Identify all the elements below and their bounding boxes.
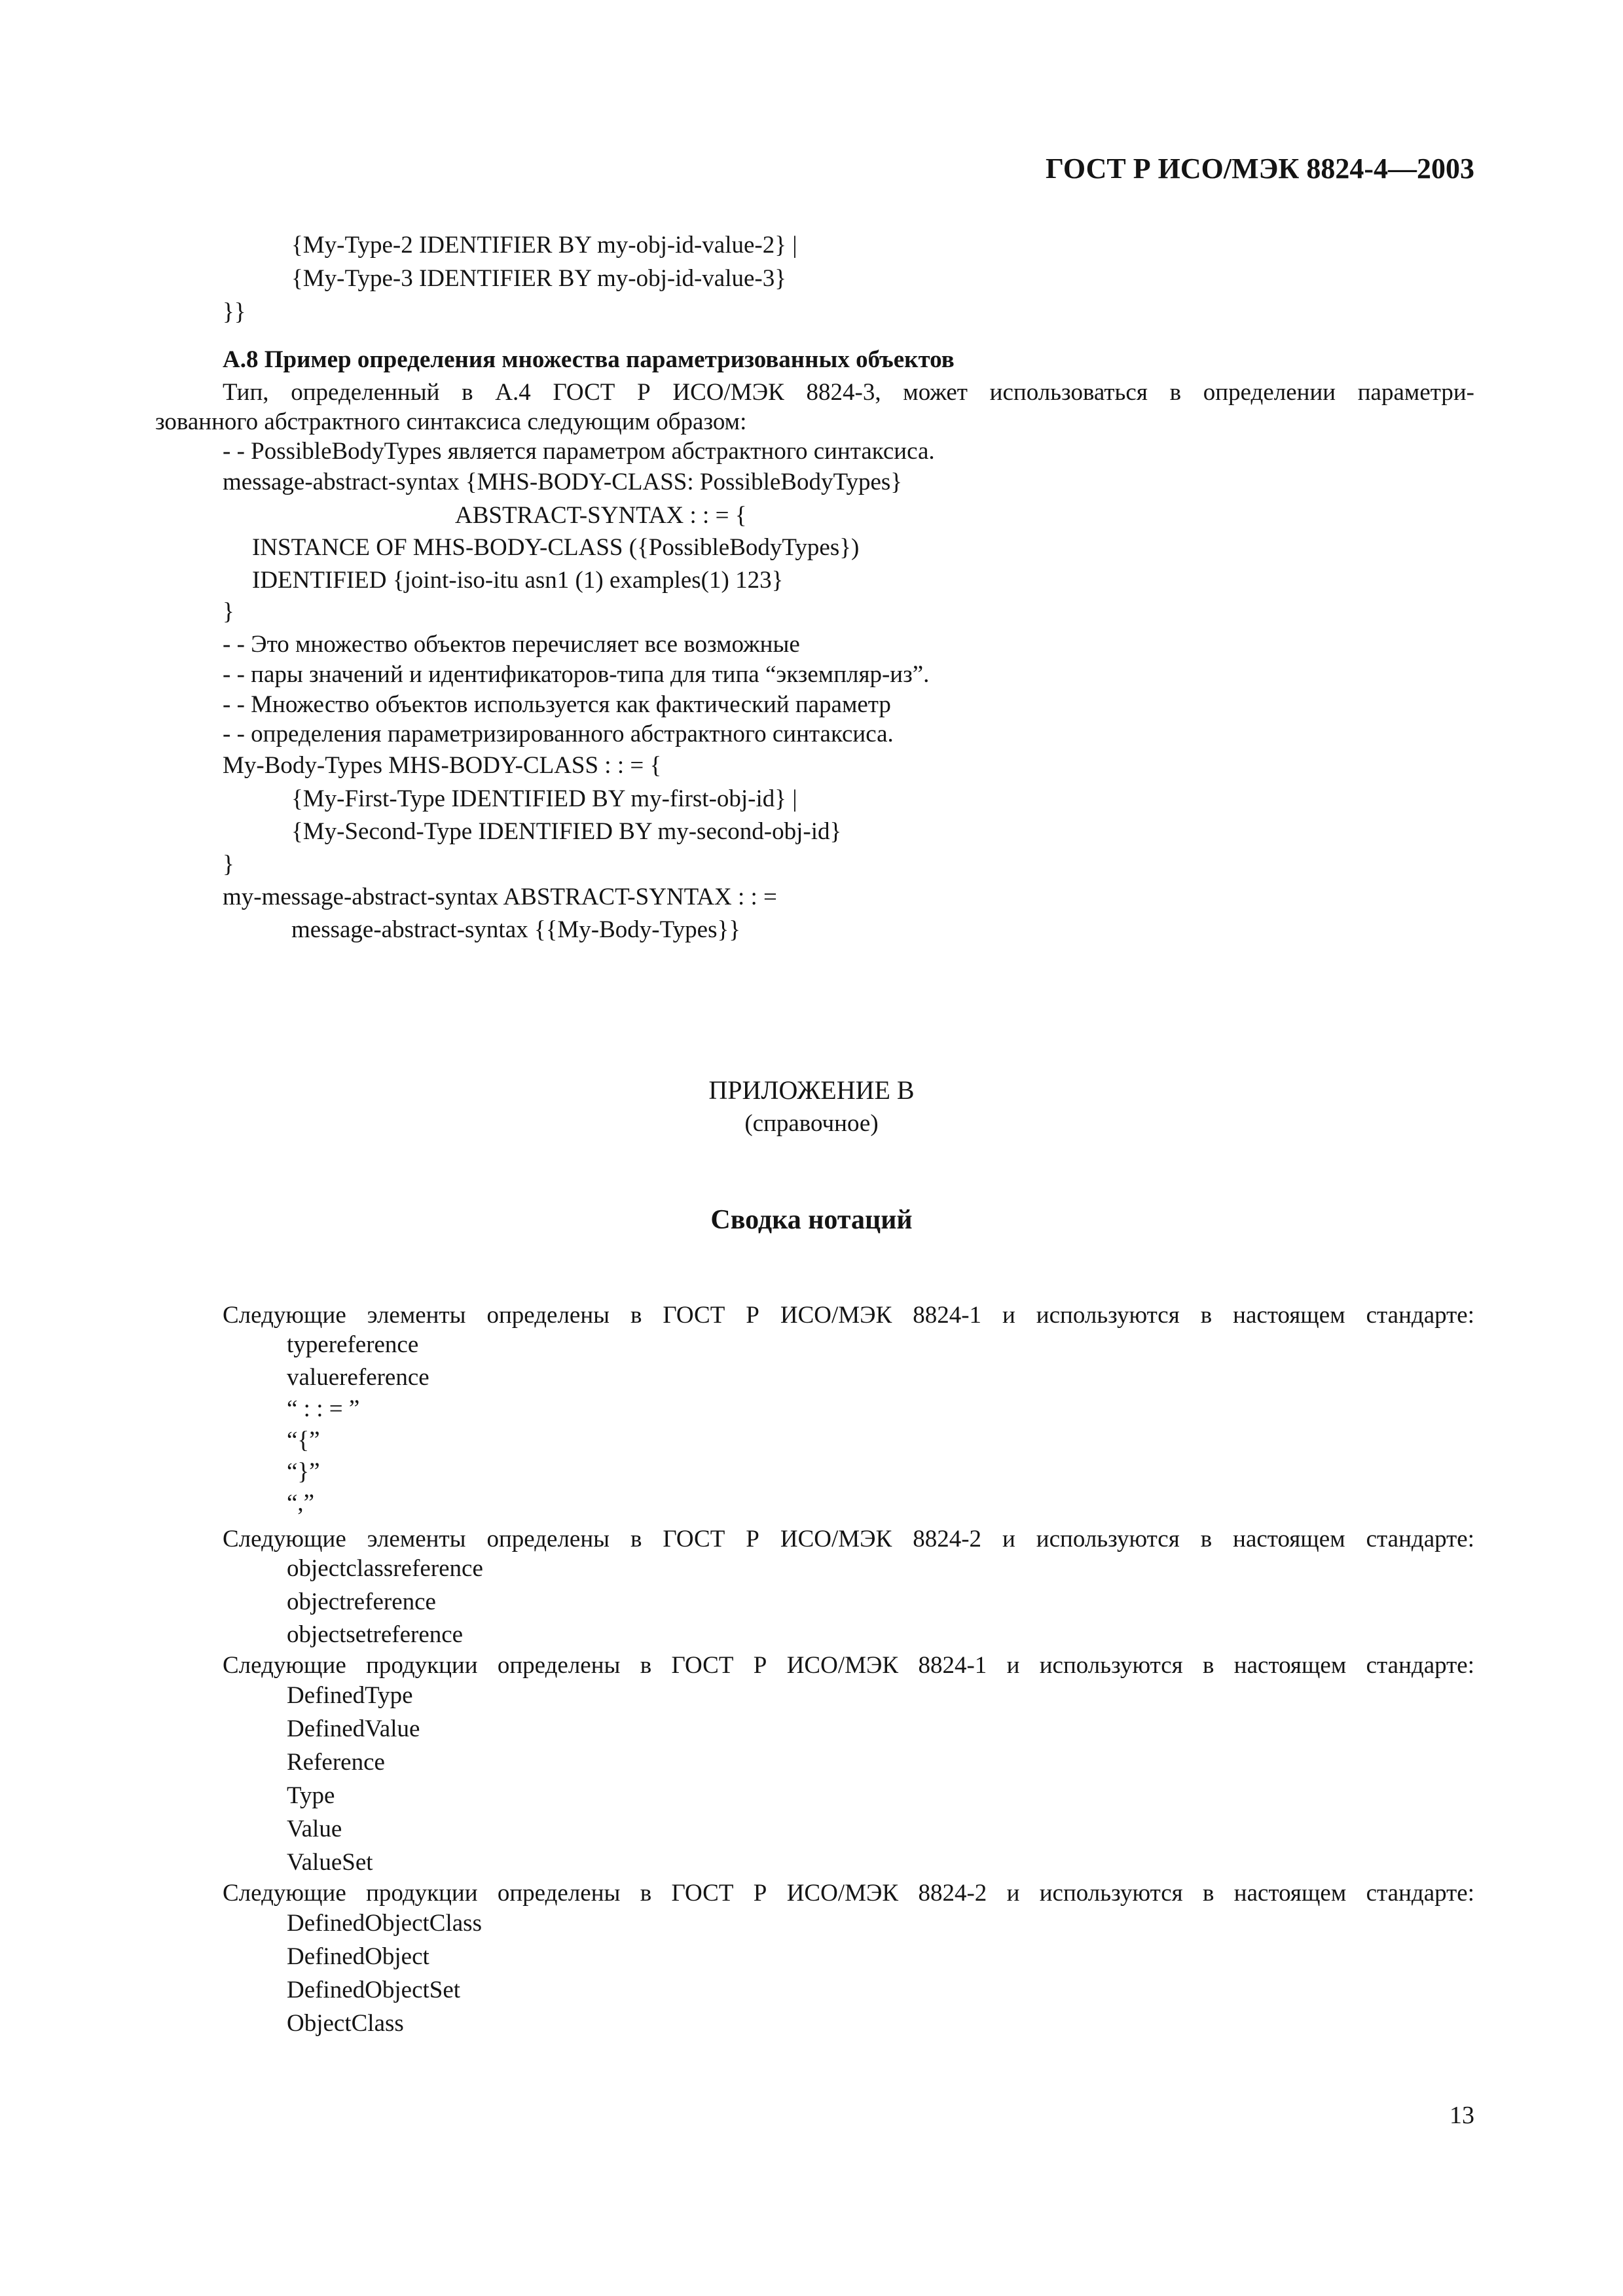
list-item: DefinedObject: [287, 1943, 429, 1970]
list-item: ObjectClass: [287, 2010, 404, 2037]
code-line: ABSTRACT-SYNTAX : : = {: [455, 502, 747, 529]
list-item: “}”: [287, 1458, 320, 1485]
running-header: ГОСТ Р ИСО/МЭК 8824-4—2003: [1045, 152, 1474, 185]
code-line: my-message-abstract-syntax ABSTRACT-SYNTAX : : =: [223, 884, 777, 910]
list-item: DefinedObjectSet: [287, 1977, 461, 2003]
list-item: objectreference: [287, 1588, 436, 1615]
code-line: message-abstract-syntax {MHS-BODY-CLASS: PossibleBodyTypes}: [223, 469, 903, 495]
list-item: valuereference: [287, 1364, 429, 1391]
section-heading: А.8 Пример определения множества параметризованных объектов: [223, 346, 955, 373]
list-item: “{”: [287, 1427, 320, 1454]
code-comment: - - Множество объектов используется как фактический параметр: [223, 691, 891, 718]
summary-title: Сводка нотаций: [710, 1205, 913, 1235]
code-line: My-Body-Types MHS-BODY-CLASS : : = {: [223, 752, 662, 779]
code-line: }: [223, 598, 234, 625]
list-item: objectsetreference: [287, 1621, 464, 1648]
list-item: Type: [287, 1782, 335, 1809]
paragraph-line: зованного абстрактного синтаксиса следующим образом:: [155, 408, 747, 435]
list-item: “ : : = ”: [287, 1395, 360, 1422]
code-line: INSTANCE OF MHS-BODY-CLASS ({PossibleBodyTypes}): [252, 534, 860, 561]
list-item: typereference: [287, 1331, 419, 1358]
list-item: DefinedType: [287, 1682, 413, 1709]
summary-intro: Следующие элементы определены в ГОСТ Р ИСО/МЭК 8824-2 и используются в настоящем стандарте:: [223, 1526, 1474, 1552]
code-line: {My-Type-2 IDENTIFIER BY my-obj-id-value-2} |: [291, 232, 797, 259]
code-line: IDENTIFIED {joint-iso-itu asn1 (1) examples(1) 123}: [252, 567, 784, 594]
list-item: Reference: [287, 1749, 385, 1776]
code-line: - - PossibleBodyTypes является параметром абстрактного синтаксиса.: [223, 438, 935, 465]
code-line: {My-First-Type IDENTIFIED BY my-first-obj-id} |: [291, 785, 797, 812]
code-line: }}: [223, 298, 246, 325]
summary-intro: Следующие элементы определены в ГОСТ Р ИСО/МЭК 8824-1 и используются в настоящем стандарте:: [223, 1302, 1474, 1329]
list-item: Value: [287, 1816, 342, 1842]
list-item: “,”: [287, 1490, 315, 1516]
summary-intro: Следующие продукции определены в ГОСТ Р ИСО/МЭК 8824-1 и используются в настоящем стандарте:: [223, 1652, 1474, 1679]
summary-intro: Следующие продукции определены в ГОСТ Р ИСО/МЭК 8824-2 и используются в настоящем стандарте:: [223, 1880, 1474, 1907]
annex-subtitle: (справочное): [744, 1110, 879, 1137]
annex-title: ПРИЛОЖЕНИЕ В: [708, 1075, 915, 1105]
code-line: {My-Second-Type IDENTIFIED BY my-second-obj-id}: [291, 818, 842, 845]
code-comment: - - определения параметризированного абстрактного синтаксиса.: [223, 721, 894, 747]
list-item: DefinedValue: [287, 1715, 420, 1742]
code-line: message-abstract-syntax {{My-Body-Types}}: [291, 916, 740, 943]
code-comment: - - пары значений и идентификаторов-типа для типа “экземпляр-из”.: [223, 661, 930, 688]
code-line: }: [223, 851, 234, 878]
list-item: ValueSet: [287, 1849, 373, 1876]
list-item: objectclassreference: [287, 1555, 483, 1582]
code-line: {My-Type-3 IDENTIFIER BY my-obj-id-value-3}: [291, 265, 786, 292]
code-comment: - - Это множество объектов перечисляет все возможные: [223, 631, 800, 658]
page-number: 13: [1450, 2102, 1474, 2129]
list-item: DefinedObjectClass: [287, 1910, 482, 1937]
paragraph-line: Тип, определенный в А.4 ГОСТ Р ИСО/МЭК 8824-3, может использоваться в определении параметри-: [223, 379, 1474, 406]
